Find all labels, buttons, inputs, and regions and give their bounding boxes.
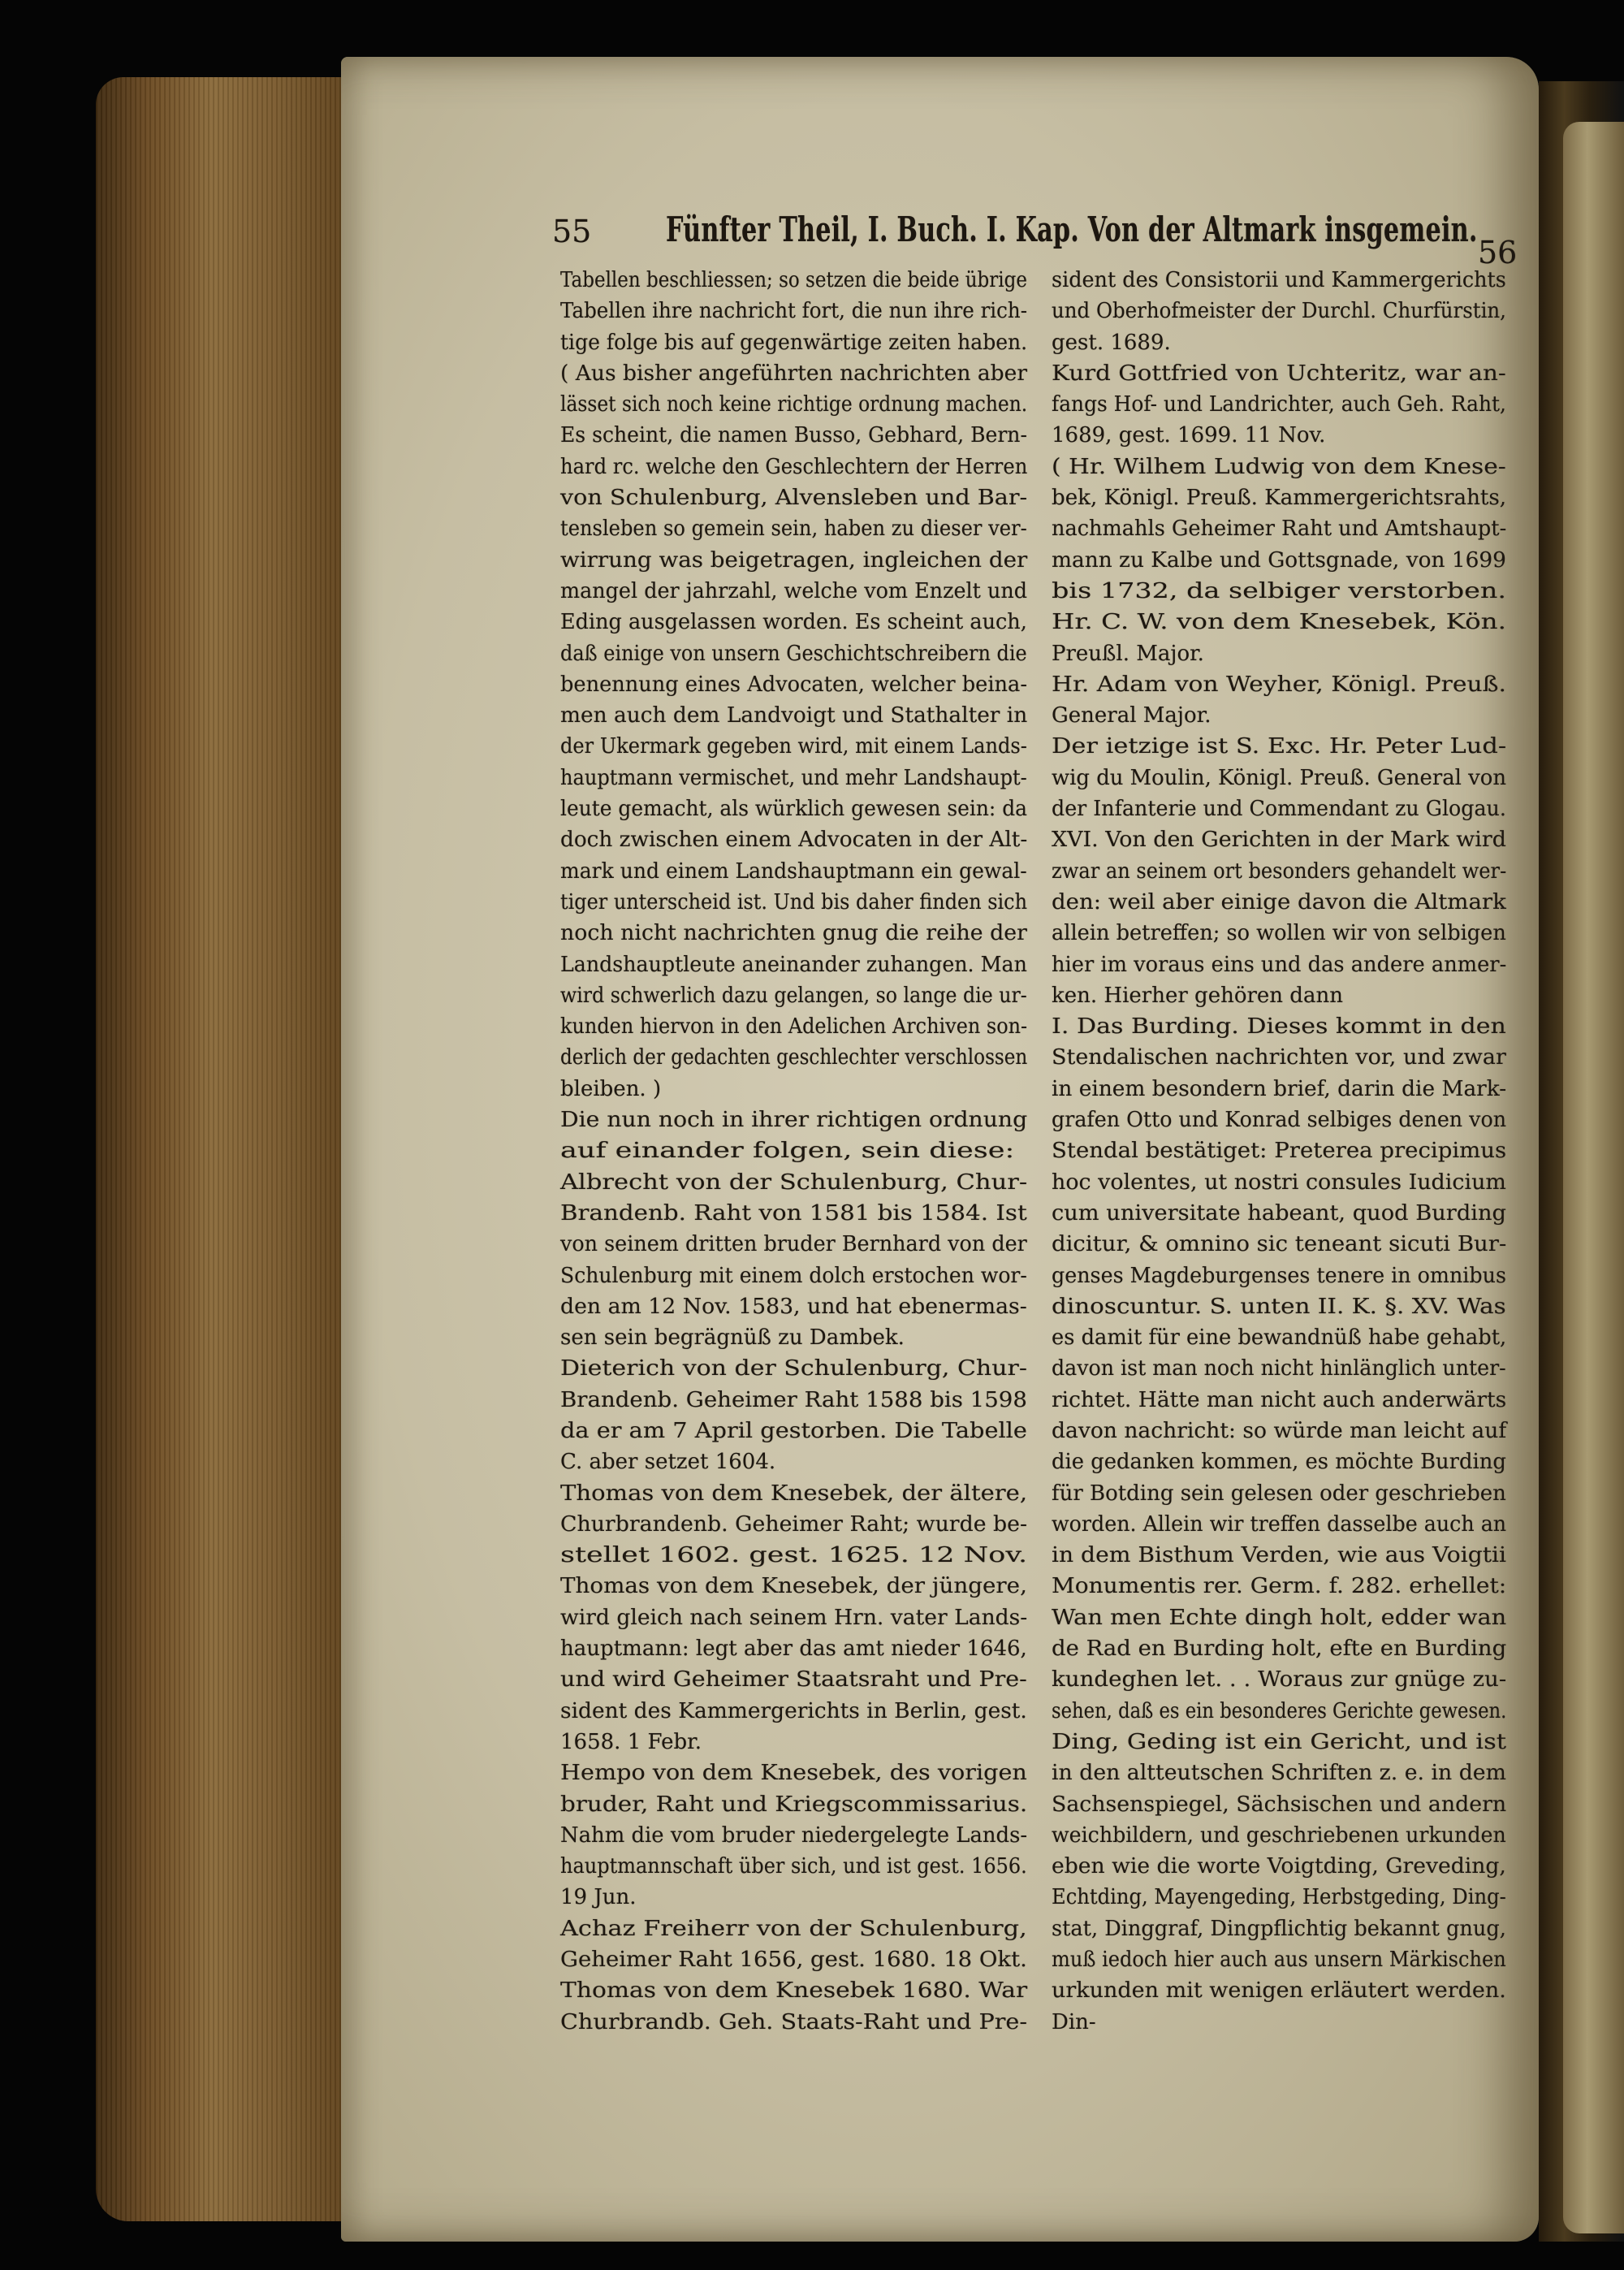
text-line [560, 1353, 1027, 1384]
text-line-content: es damit für eine bewandnüß habe gehabt, [1052, 1325, 1507, 1351]
text-line-content: Brandenb. Raht von 1581 bis 1584. Ist [560, 1200, 1027, 1226]
text-line [1052, 793, 1506, 824]
facing-page-edge [1563, 122, 1624, 2233]
text-line-content: C. aber setzet 1604. [560, 1450, 776, 1475]
text-line [560, 887, 1027, 918]
text-line [560, 545, 1027, 576]
text-line-content: hauptmannschaft über sich, und ist gest. 1656. [560, 1854, 1027, 1879]
text-line [560, 793, 1027, 824]
text-line [560, 1260, 1027, 1291]
text-line-content: hauptmann: legt aber das amt nieder 1646, [560, 1637, 1027, 1662]
text-line-content: hoc volentes, ut nostri consules Iudicium [1052, 1170, 1506, 1195]
text-line-content: 19 Jun. [560, 1885, 637, 1910]
text-line-content: wird gleich nach seinem Hrn. vater Lands- [560, 1605, 1028, 1630]
text-line-content: derlich der gedachten geschlechter verschlossen [560, 1045, 1028, 1070]
text-line [1052, 1664, 1506, 1695]
text-line [1052, 1602, 1506, 1633]
text-line-content: zwar an seinem ort besonders gehandelt wer- [1052, 858, 1507, 884]
text-line [560, 1944, 1027, 1975]
text-line [1052, 607, 1506, 638]
text-line [1052, 949, 1506, 980]
text-line [560, 389, 1027, 420]
text-line [1052, 1416, 1506, 1446]
text-line-content: den: weil aber einige davon die Altmark [1052, 889, 1506, 914]
text-line [560, 1446, 1027, 1477]
text-line [1052, 1944, 1506, 1975]
text-line-content: kunden hiervon in den Adelichen Archiven son- [560, 1014, 1028, 1040]
text-line-content: tiger unterscheid ist. Und bis daher finden sich [560, 889, 1028, 914]
text-line [1052, 1789, 1506, 1820]
text-line-content: dinoscuntur. S. unten II. K. §. XV. Was [1052, 1294, 1506, 1319]
text-line [1052, 1011, 1506, 1042]
text-line-content: XVI. Von den Gerichten in der Mark wird [1052, 828, 1506, 853]
text-line-content: allein betreffen; so wollen wir von selbigen [1052, 921, 1506, 946]
text-line-content: Preußl. Major. [1052, 641, 1204, 666]
text-line-content: Es scheint, die namen Busso, Gebhard, Bern- [560, 423, 1027, 448]
text-line [1052, 265, 1506, 296]
text-line [560, 1882, 1027, 1913]
text-line-content: Echtding, Mayengeding, Herbstgeding, Ding- [1052, 1885, 1506, 1910]
text-line [1052, 452, 1506, 482]
text-line [560, 1385, 1027, 1416]
text-line [1052, 1478, 1506, 1509]
text-line-content: von seinem dritten bruder Bernhard von der [560, 1232, 1027, 1257]
text-line [560, 1011, 1027, 1042]
text-line-content: ( Aus bisher angeführten nachrichten aber [560, 361, 1028, 386]
text-line [560, 1789, 1027, 1820]
text-line [1052, 669, 1506, 700]
text-line-content: Ding, Geding ist ein Gericht, und ist [1052, 1729, 1507, 1754]
text-line [1052, 1260, 1506, 1291]
text-line [1052, 887, 1506, 918]
text-line-content: Wan men Echte dingh holt, edder wan [1052, 1605, 1507, 1630]
text-line-content: Albrecht von der Schulenburg, Chur- [560, 1170, 1028, 1195]
text-line [1052, 1446, 1506, 1477]
text-line [560, 1322, 1027, 1353]
text-line [560, 669, 1027, 700]
page-number-right: 56 [1478, 235, 1518, 270]
text-line [560, 638, 1027, 669]
text-line [1052, 1633, 1506, 1664]
text-line-content: worden. Allein wir treffen dasselbe auch an [1052, 1511, 1507, 1537]
text-line [1052, 1975, 1506, 2006]
text-line [1052, 1291, 1506, 1322]
text-line [560, 1913, 1027, 1944]
text-line-content: mark und einem Landshauptmann ein gewal- [560, 858, 1027, 884]
text-line [560, 1105, 1027, 1135]
text-line [560, 1758, 1027, 1788]
text-line [1052, 1074, 1506, 1105]
text-line-content: Hempo von dem Knesebek, des vorigen [560, 1761, 1027, 1786]
text-line [560, 918, 1027, 949]
text-line-content: ( Hr. Wilhem Ludwig von dem Knese- [1052, 454, 1506, 479]
text-line [560, 452, 1027, 482]
text-line [1052, 763, 1506, 793]
text-line-content: Tabellen ihre nachricht fort, die nun ihre rich- [560, 299, 1027, 324]
text-line [1052, 1229, 1506, 1260]
text-line [1052, 1540, 1506, 1571]
text-line-content: Eding ausgelassen worden. Es scheint auch, [560, 610, 1027, 635]
text-line-content: davon ist man noch nicht hinlänglich unter- [1052, 1356, 1506, 1381]
text-line-content: bleiben. ) [560, 1076, 662, 1101]
text-line-content: eben wie die worte Voigtding, Greveding, [1052, 1854, 1506, 1879]
text-line-content: Kurd Gottfried von Uchteritz, war an- [1052, 361, 1506, 386]
text-line [560, 1571, 1027, 1602]
text-line-content: tensleben so gemein sein, haben zu dieser ver- [560, 517, 1027, 542]
text-line [1052, 1105, 1506, 1135]
text-line-content: auf einander folgen, sein diese: [560, 1139, 1015, 1164]
text-line-content: mangel der jahrzahl, welche vom Enzelt und [560, 578, 1027, 603]
text-line [1052, 1167, 1506, 1198]
text-line-content: Tabellen beschliessen; so setzen die beide übrige [560, 268, 1027, 292]
text-line-content: der Infanterie und Commendant zu Glogau. [1052, 797, 1506, 822]
text-line [1052, 1913, 1506, 1944]
text-line-content: bruder, Raht und Kriegscommissarius. [560, 1792, 1028, 1817]
text-line [560, 1975, 1027, 2006]
text-line-content: 1689, gest. 1699. 11 Nov. [1052, 423, 1326, 448]
text-line [1052, 1353, 1506, 1384]
text-line [560, 1416, 1027, 1446]
text-line-content: Brandenb. Geheimer Raht 1588 bis 1598 [560, 1387, 1027, 1412]
text-line-content: da er am 7 April gestorben. Die Tabelle [560, 1418, 1027, 1443]
text-line-content: leute gemacht, als würklich gewesen sein: da [560, 797, 1027, 822]
text-line-content: und Oberhofmeister der Durchl. Churfürstin, [1052, 299, 1506, 324]
text-line [560, 1696, 1027, 1727]
text-line [560, 1229, 1027, 1260]
text-line-content: lässet sich noch keine richtige ordnung machen. [560, 392, 1028, 417]
text-line [1052, 1135, 1506, 1166]
text-line-content: Stendalischen nachrichten vor, und zwar [1052, 1045, 1506, 1070]
text-line [1052, 420, 1506, 451]
text-line-content: dicitur, & omnino sic teneant sicuti Bur- [1052, 1232, 1507, 1257]
text-line [1052, 980, 1506, 1011]
text-line-content: sident des Kammergerichts in Berlin, gest. [560, 1698, 1027, 1723]
text-line-content: Monumentis rer. Germ. f. 282. erhellet: [1052, 1574, 1507, 1599]
text-line [560, 1074, 1027, 1105]
text-line [560, 513, 1027, 544]
text-line [1052, 1851, 1506, 1882]
text-line-content: Nahm die vom bruder niedergelegte Lands- [560, 1822, 1028, 1848]
page-header [552, 210, 1518, 270]
page-number-left: 55 [552, 214, 592, 249]
text-line-content: weichbildern, und geschriebenen urkunden [1052, 1822, 1506, 1848]
text-line-content: grafen Otto und Konrad selbiges denen von [1052, 1108, 1507, 1133]
text-line-content: Hr. Adam von Weyher, Königl. Preuß. [1052, 672, 1506, 697]
text-line-content: I. Das Burding. Dieses kommt in den [1052, 1014, 1506, 1040]
text-line-content: Dieterich von der Schulenburg, Chur- [560, 1356, 1027, 1381]
text-line-content: urkunden mit wenigen erläutert werden. [1052, 1978, 1506, 2004]
text-line [1052, 1322, 1506, 1353]
text-line [560, 2007, 1027, 2038]
text-line [560, 1540, 1027, 1571]
text-line [1052, 1882, 1506, 1913]
text-line [560, 980, 1027, 1011]
text-line-content: Churbrandenb. Geheimer Raht; wurde be- [560, 1511, 1028, 1537]
text-line-content: General Major. [1052, 703, 1212, 729]
text-line-content: 1658. 1 Febr. [560, 1729, 702, 1754]
text-line-content: Landshauptleute aneinander zuhangen. Man [560, 952, 1027, 977]
text-line [1052, 638, 1506, 669]
text-line-content: kundeghen let. . . Woraus zur gnüge zu- [1052, 1667, 1507, 1693]
text-line [1052, 513, 1506, 544]
text-line-content: muß iedoch hier auch aus unsern Märkischen [1052, 1948, 1506, 1973]
text-line [1052, 296, 1506, 326]
text-line [560, 824, 1027, 855]
text-line [560, 949, 1027, 980]
text-line [560, 1820, 1027, 1851]
text-line [560, 1291, 1027, 1322]
text-line-content: Schulenburg mit einem dolch erstochen wor- [560, 1263, 1027, 1288]
text-line [560, 1167, 1027, 1198]
text-line [560, 1042, 1027, 1073]
text-line [560, 482, 1027, 513]
text-line [1052, 2007, 1506, 2038]
text-line [1052, 1758, 1506, 1788]
text-line-content: Thomas von dem Knesebek, der jüngere, [560, 1574, 1027, 1599]
text-line [560, 700, 1027, 731]
text-line-content: der Ukermark gegeben wird, mit einem Lands- [560, 734, 1027, 759]
text-line [1052, 1385, 1506, 1416]
text-line-content: richtet. Hätte man nicht auch anderwärts [1052, 1387, 1507, 1412]
text-line [1052, 358, 1506, 389]
text-line-content: in einem besondern brief, darin die Mark- [1052, 1076, 1507, 1101]
text-line [560, 576, 1027, 607]
text-line-content: hauptmann vermischet, und mehr Landshaupt- [560, 765, 1027, 790]
text-line-content: stellet 1602. gest. 1625. 12 Nov. [560, 1543, 1028, 1568]
text-line-content: de Rad en Burding holt, efte en Burding [1052, 1637, 1507, 1662]
text-line-content: Hr. C. W. von dem Knesebek, Kön. [1052, 610, 1506, 635]
text-line-content: fangs Hof- und Landrichter, auch Geh. Raht, [1052, 392, 1506, 417]
text-line [1052, 824, 1506, 855]
text-line-content: wig du Moulin, Königl. Preuß. General von [1052, 765, 1507, 790]
text-line-content: stat, Dinggraf, Dingpflichtig bekannt gnug, [1052, 1916, 1506, 1941]
text-line-content: in den altteutschen Schriften z. e. in dem [1052, 1761, 1506, 1786]
text-line-content: von Schulenburg, Alvensleben und Bar- [560, 486, 1028, 511]
text-line [1052, 918, 1506, 949]
left-text-column [560, 265, 1027, 2038]
text-line [560, 296, 1027, 326]
text-line-content: die gedanken kommen, es möchte Burding [1052, 1450, 1506, 1475]
text-line [1052, 1727, 1506, 1758]
text-line-content: gest. 1689. [1052, 330, 1171, 355]
right-text-column [1052, 265, 1506, 2038]
text-line [1052, 576, 1506, 607]
text-line-content: cum universitate habeant, quod Burding [1052, 1200, 1506, 1226]
text-line [560, 1135, 1027, 1166]
text-line [560, 327, 1027, 358]
text-line-content: davon nachricht: so würde man leicht auf [1052, 1418, 1507, 1443]
text-line-content: ken. Hierher gehören dann [1052, 983, 1343, 1008]
text-line-content: in dem Bisthum Verden, wie aus Voigtii [1052, 1543, 1507, 1568]
text-line [1052, 856, 1506, 887]
text-line-content: und wird Geheimer Staatsraht und Pre- [560, 1667, 1027, 1693]
book-fore-edge [96, 77, 356, 2221]
text-line-content: wird schwerlich dazu gelangen, so lange die ur- [560, 983, 1027, 1008]
text-line [560, 1198, 1027, 1229]
text-line-content: wirrung was beigetragen, ingleichen der [560, 547, 1028, 573]
text-line-content: noch nicht nachrichten gnug die reihe der [560, 921, 1027, 946]
text-line-content: bis 1732, da selbiger verstorben. [1052, 578, 1507, 603]
text-line-content: Din- [1052, 2009, 1096, 2034]
text-line [560, 731, 1027, 762]
text-line-content: bek, Königl. Preuß. Kammergerichtsrahts, [1052, 486, 1507, 511]
text-line-content: benennung eines Advocaten, welcher beina- [560, 672, 1027, 697]
text-line-content: Stendal bestätiget: Preterea precipimus [1052, 1139, 1507, 1164]
text-line [1052, 1509, 1506, 1540]
text-line-content: hier im voraus eins und das andere anmer- [1052, 952, 1507, 977]
text-line [1052, 482, 1506, 513]
text-line [560, 420, 1027, 451]
text-line-content: genses Magdeburgenses tenere in omnibus [1052, 1263, 1506, 1288]
text-line-content: nachmahls Geheimer Raht und Amtshaupt- [1052, 517, 1507, 542]
text-line [1052, 700, 1506, 731]
text-line-content: Der ietzige ist S. Exc. Hr. Peter Lud- [1052, 734, 1507, 759]
text-line [1052, 545, 1506, 576]
text-line [560, 265, 1027, 296]
text-line-content: sen sein begrägnüß zu Dambek. [560, 1325, 905, 1351]
text-line [560, 1602, 1027, 1633]
text-line-content: für Botding sein gelesen oder geschrieben [1052, 1481, 1506, 1506]
text-line-content: mann zu Kalbe und Gottsgnade, von 1699 [1052, 547, 1506, 573]
text-line-content: Die nun noch in ihrer richtigen ordnung [560, 1108, 1028, 1133]
running-head: Fünfter Theil, I. Buch. I. Kap. Von der Altmark insgemein. [666, 210, 1478, 249]
text-line [1052, 731, 1506, 762]
text-line [560, 1478, 1027, 1509]
text-line-content: hard rc. welche den Geschlechtern der Herren [560, 454, 1028, 479]
text-line [560, 1509, 1027, 1540]
text-line [560, 763, 1027, 793]
text-line [1052, 1820, 1506, 1851]
text-line [1052, 327, 1506, 358]
text-line [1052, 389, 1506, 420]
text-line [1052, 1198, 1506, 1229]
text-line [1052, 1696, 1506, 1727]
text-line [560, 1727, 1027, 1758]
text-line-content: men auch dem Landvoigt und Stathalter in [560, 703, 1028, 729]
text-line-content: sehen, daß es ein besonderes Gerichte gewesen. [1052, 1698, 1507, 1723]
text-line [560, 1851, 1027, 1882]
text-line [1052, 1571, 1506, 1602]
text-line [560, 1664, 1027, 1695]
text-line-content: sident des Consistorii und Kammergerichts [1052, 268, 1506, 292]
text-line [560, 358, 1027, 389]
text-line-content: den am 12 Nov. 1583, und hat ebenermas- [560, 1294, 1027, 1319]
text-line [560, 1633, 1027, 1664]
text-line-content: Churbrandb. Geh. Staats-Raht und Pre- [560, 2009, 1028, 2034]
text-line-content: daß einige von unsern Geschichtschreibern die [560, 641, 1027, 666]
text-line [1052, 1042, 1506, 1073]
text-line-content: Geheimer Raht 1656, gest. 1680. 18 Okt. [560, 1948, 1027, 1973]
text-line-content: tige folge bis auf gegenwärtige zeiten haben. [560, 330, 1028, 355]
text-line-content: Thomas von dem Knesebek 1680. War [560, 1978, 1028, 2004]
text-line-content: Achaz Freiherr von der Schulenburg, [560, 1916, 1027, 1941]
text-line-content: doch zwischen einem Advocaten in der Alt- [560, 828, 1028, 853]
text-line-content: Thomas von dem Knesebek, der ältere, [560, 1481, 1028, 1506]
text-line [560, 856, 1027, 887]
text-line [560, 607, 1027, 638]
text-line-content: Sachsenspiegel, Sächsischen und andern [1052, 1792, 1507, 1817]
